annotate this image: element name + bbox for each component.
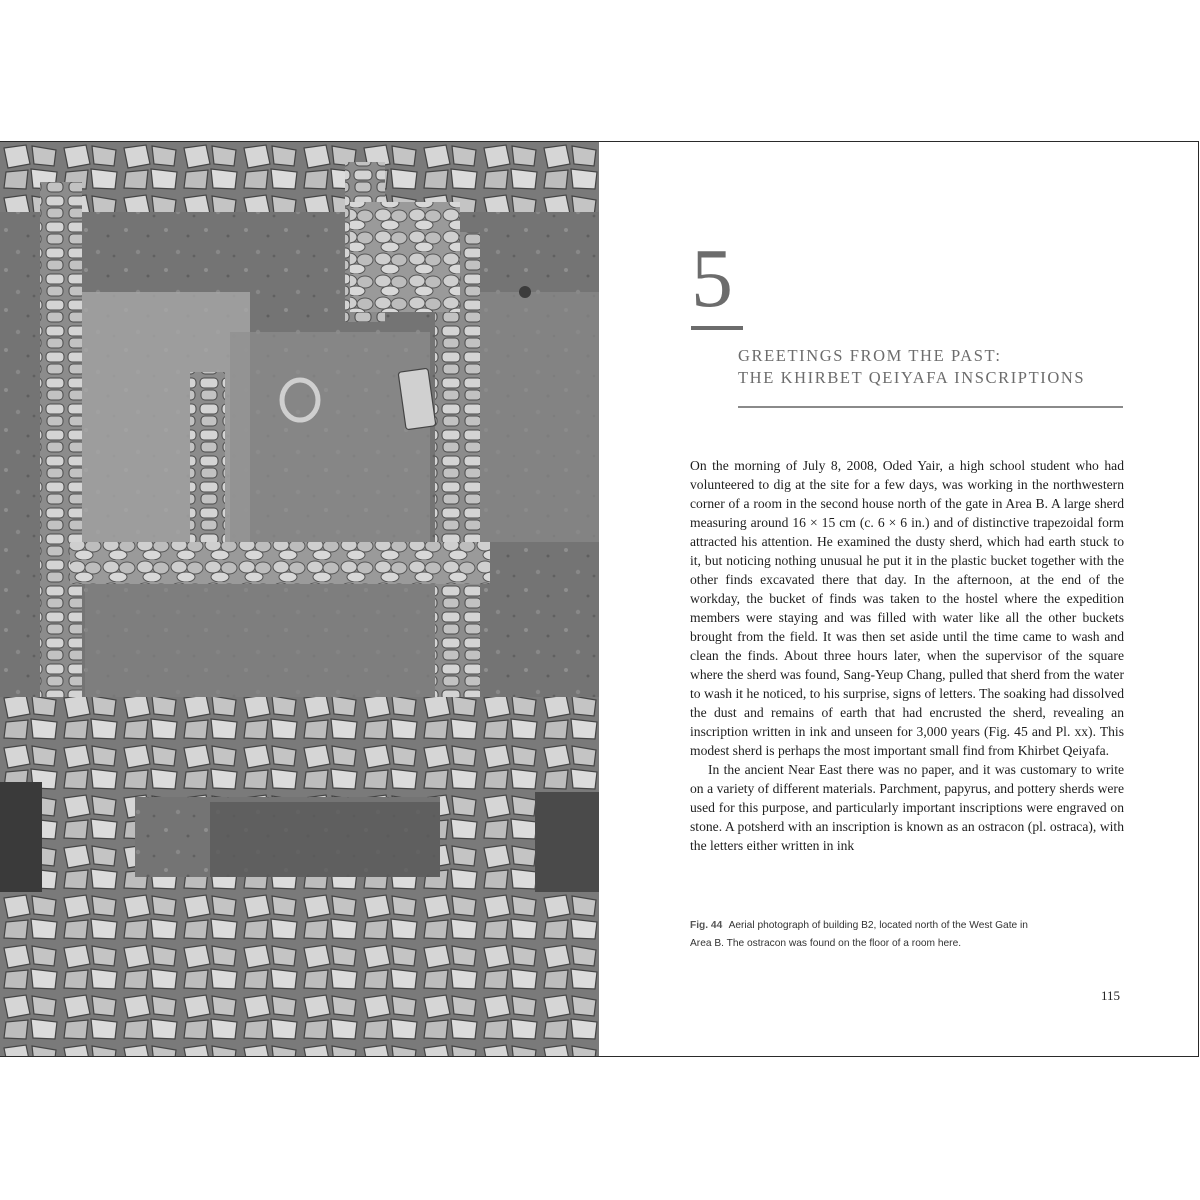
- paragraph-2: In the ancient Near East there was no paper, and it was customary to write on a variety of different materials. Parchment, papyrus, and pottery sherds were used for this purpose, and particularly important inscriptions were engraved on stone. A potsherd with an inscription is known as an ostracon (pl. ostraca), with the letters either written in ink: [690, 762, 1124, 853]
- chapter-number-rule: [691, 326, 743, 330]
- aerial-photograph: [0, 142, 599, 1056]
- body-text: [690, 456, 1124, 855]
- text-page: [599, 142, 1198, 1056]
- figure-caption: [690, 917, 1040, 953]
- chapter-title-line-2: THE KHIRBET QEIYAFA INSCRIPTIONS: [738, 368, 1086, 387]
- chapter-title-line-1: GREETINGS FROM THE PAST:: [738, 346, 1002, 365]
- book-spread: [0, 141, 1199, 1057]
- chapter-number: 5: [691, 232, 733, 325]
- figure-caption-text: Aerial photograph of building B2, located north of the West Gate in Area B. The ostracon was found on the floor of a room here.: [690, 920, 1028, 949]
- aerial-photo-image: [0, 142, 599, 1056]
- figure-label: Fig. 44: [690, 920, 723, 931]
- paragraph-1: On the morning of July 8, 2008, Oded Yair, a high school student who had volunteered to dig at the site for a few days, was working in the northwestern corner of a room in the second house north of the gate in Area B. A large sherd measuring around 16 × 15 cm (c. 6 × 6 in.) and of distinctive trapezoidal form attracted his attention. He examined the dusty sherd, which had earth stuck to it, but noticing nothing unusual he put it in the plastic bucket together with the other finds excavated there that day. In the afternoon, at the end of the workday, the bucket of finds was taken to the hostel where the expedition members were staying and was filled with water like all the other buckets brought from the field. It was then set aside until the time came to wash and clean the finds. About three hours later, when the supervisor of the square where the sherd was found, Sang-Yeup Chang, pulled that sherd from the water to wash it he noticed, to his surprise, signs of letters. The soaking had dissolved the dust and remains of earth that had encrusted the sherd, revealing an inscription written in ink and unseen for 3,000 years (Fig. 45 and Pl. xx). This modest sherd is perhaps the most important small find from Khirbet Qeiyafa.: [690, 458, 1124, 758]
- page-number: 115: [1101, 988, 1121, 1003]
- chapter-title: [738, 345, 1138, 389]
- chapter-title-rule: [738, 406, 1123, 408]
